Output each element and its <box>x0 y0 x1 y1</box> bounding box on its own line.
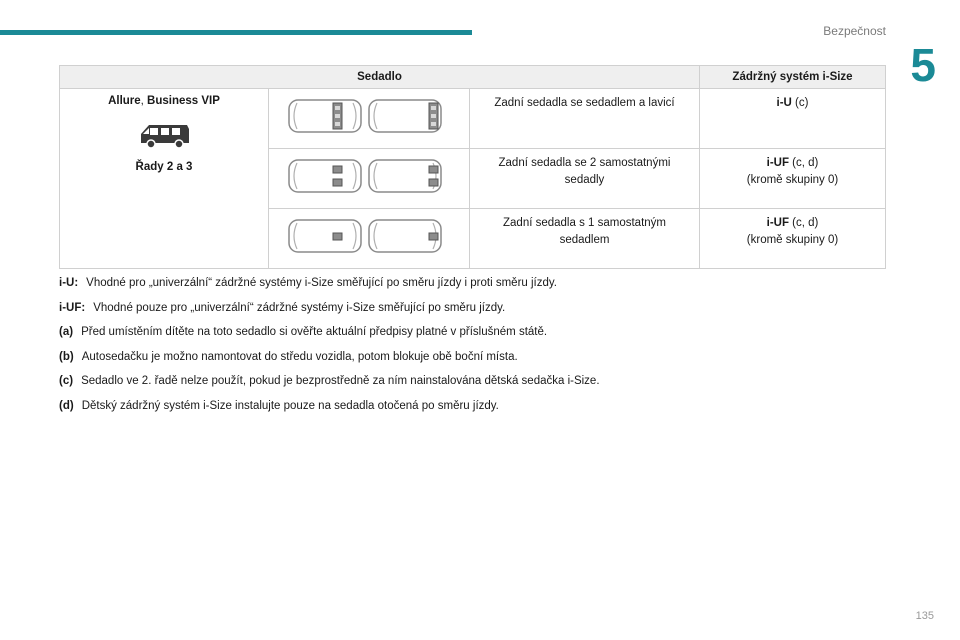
footnote-d: (d) Dětský zádržný systém i-Size instalujte pouze na sedadla otočená po směru jízdy. <box>59 399 499 412</box>
footnote-iu: i-U: Vhodné pro „univerzální“ zádržné systémy i-Size směřující po směru jízdy i proti směru jízdy. <box>59 277 557 289</box>
car-top-view-icon <box>367 157 443 195</box>
model-rows: Řady 2 a 3 <box>135 161 193 173</box>
isize-seat-table <box>59 65 886 269</box>
car-top-view-icon <box>367 217 443 255</box>
model-cell <box>60 89 269 269</box>
seat-system-2: i-UF (c, d) (kromě skupiny 0) <box>700 149 886 209</box>
car-top-view-icon <box>287 217 363 255</box>
seat-desc-2: Zadní sedadla se 2 samostatnými sedadly <box>470 149 700 209</box>
footnotes <box>59 276 899 423</box>
car-top-view-icon <box>367 97 443 135</box>
seat-diagram-2 <box>269 149 470 209</box>
footnote-b: (b) Autosedačku je možno namontovat do středu vozidla, potom blokuje obě boční místa. <box>59 350 518 363</box>
seat-diagram-3 <box>269 209 470 269</box>
model-name: Allure, Business VIP <box>108 95 220 107</box>
header-system: Zádržný systém i-Size <box>700 66 886 89</box>
van-icon <box>137 121 191 151</box>
car-top-view-icon <box>287 97 363 135</box>
seat-system-1: i-U (c) <box>700 89 886 149</box>
seat-desc-3: Zadní sedadla s 1 samostatným sedadlem <box>470 209 700 269</box>
page-number: 135 <box>915 610 934 622</box>
footnote-iuf: i-UF: Vhodné pouze pro „univerzální“ zádržné systémy i-Size směřující po směru jízdy. <box>59 301 506 314</box>
header-accent-bar <box>0 30 472 35</box>
seat-diagram-1 <box>269 89 470 149</box>
footnote-a: (a) Před umístěním dítěte na toto sedadlo si ověřte aktuální předpisy platné v příslušném státě. <box>59 326 548 338</box>
seat-system-3: i-UF (c, d) (kromě skupiny 0) <box>700 209 886 269</box>
chapter-number: 5 <box>910 39 936 91</box>
section-title: Bezpečnost <box>823 24 886 38</box>
seat-desc-1: Zadní sedadla se sedadlem a lavicí <box>470 89 700 149</box>
car-top-view-icon <box>287 157 363 195</box>
footnote-c: (c) Sedadlo ve 2. řadě nelze použít, pokud je bezprostředně za ním nainstalována dětská sedačka i-Size. <box>59 375 600 387</box>
header-seat: Sedadlo <box>60 66 700 89</box>
